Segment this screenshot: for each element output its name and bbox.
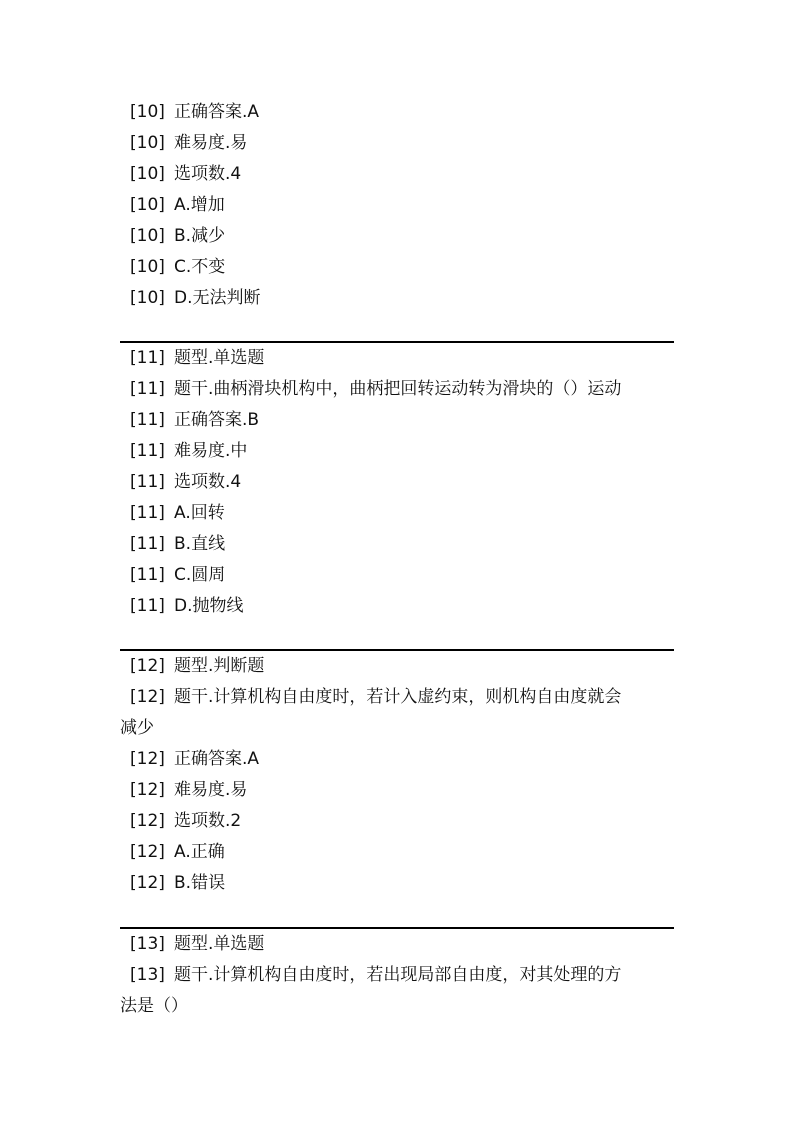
line-text: 正确答案.A [174,749,260,769]
line-text: D.无法判断 [174,288,261,308]
line-13-type [120,929,674,960]
question-number: [12] [130,873,165,893]
line-10-option-b [120,221,674,252]
question-number: [11] [130,410,165,430]
line-text: 难易度.中 [174,441,248,461]
question-number: [11] [130,441,165,461]
line-text: B.减少 [174,226,226,246]
question-number: [13] [130,934,165,954]
line-11-stem [120,374,674,405]
question-block-12 [120,651,674,899]
line-11-answer [120,405,674,436]
line-text: 难易度.易 [174,780,248,800]
question-number: [11] [130,596,165,616]
question-number: [13] [130,965,165,985]
question-block-13 [120,929,674,1022]
question-number: [10] [130,195,165,215]
line-12-stem [120,682,674,713]
line-12-stem-continuation [120,713,674,744]
line-text: A.增加 [174,195,225,215]
question-number: [12] [130,687,165,707]
question-number: [11] [130,503,165,523]
line-text: A.回转 [174,503,225,523]
line-text: 题干.曲柄滑块机构中，曲柄把回转运动转为滑块的（）运动 [174,379,622,399]
line-11-option-c [120,560,674,591]
line-text: A.正确 [174,842,225,862]
line-13-stem [120,960,674,991]
question-number: [12] [130,656,165,676]
question-number: [12] [130,842,165,862]
line-text: 题型.判断题 [174,656,265,676]
line-11-option-a [120,498,674,529]
line-10-option-count [120,159,674,190]
question-number: [12] [130,811,165,831]
question-number: [11] [130,379,165,399]
question-block-11 [120,343,674,622]
line-text: 选项数.2 [174,811,242,831]
question-number: [11] [130,348,165,368]
question-number: [11] [130,534,165,554]
line-text: C.圆周 [174,565,226,585]
line-12-difficulty [120,775,674,806]
line-11-option-count [120,467,674,498]
line-text: 正确答案.A [174,102,260,122]
question-number: [10] [130,288,165,308]
line-text: 题干.计算机构自由度时，若出现局部自由度，对其处理的方 [174,965,622,985]
question-number: [10] [130,257,165,277]
question-number: [11] [130,472,165,492]
question-number: [12] [130,749,165,769]
line-text: 题型.单选题 [174,934,265,954]
line-text: C.不变 [174,257,226,277]
question-number: [10] [130,133,165,153]
question-block-10 [120,97,674,314]
question-number: [10] [130,102,165,122]
line-text: 正确答案.B [174,410,260,430]
line-12-option-b [120,868,674,899]
line-text: 选项数.4 [174,164,242,184]
line-text: 题型.单选题 [174,348,265,368]
line-text: 选项数.4 [174,472,242,492]
line-text-continuation: 减少 [120,718,154,738]
line-text: B.直线 [174,534,226,554]
line-text: 题干.计算机构自由度时，若计入虚约束，则机构自由度就会 [174,687,622,707]
line-text: 难易度.易 [174,133,248,153]
line-12-type [120,651,674,682]
line-12-option-a [120,837,674,868]
line-10-option-c [120,252,674,283]
question-number: [11] [130,565,165,585]
line-13-stem-continuation [120,991,674,1022]
line-10-difficulty [120,128,674,159]
line-11-option-d [120,591,674,622]
question-number: [12] [130,780,165,800]
line-10-option-a [120,190,674,221]
line-text: D.抛物线 [174,596,244,616]
question-number: [10] [130,164,165,184]
line-10-answer [120,97,674,128]
line-12-answer [120,744,674,775]
line-10-option-d [120,283,674,314]
line-11-type [120,343,674,374]
line-text: B.错误 [174,873,226,893]
question-number: [10] [130,226,165,246]
line-text-continuation: 法是（） [120,996,188,1016]
line-11-difficulty [120,436,674,467]
line-12-option-count [120,806,674,837]
line-11-option-b [120,529,674,560]
